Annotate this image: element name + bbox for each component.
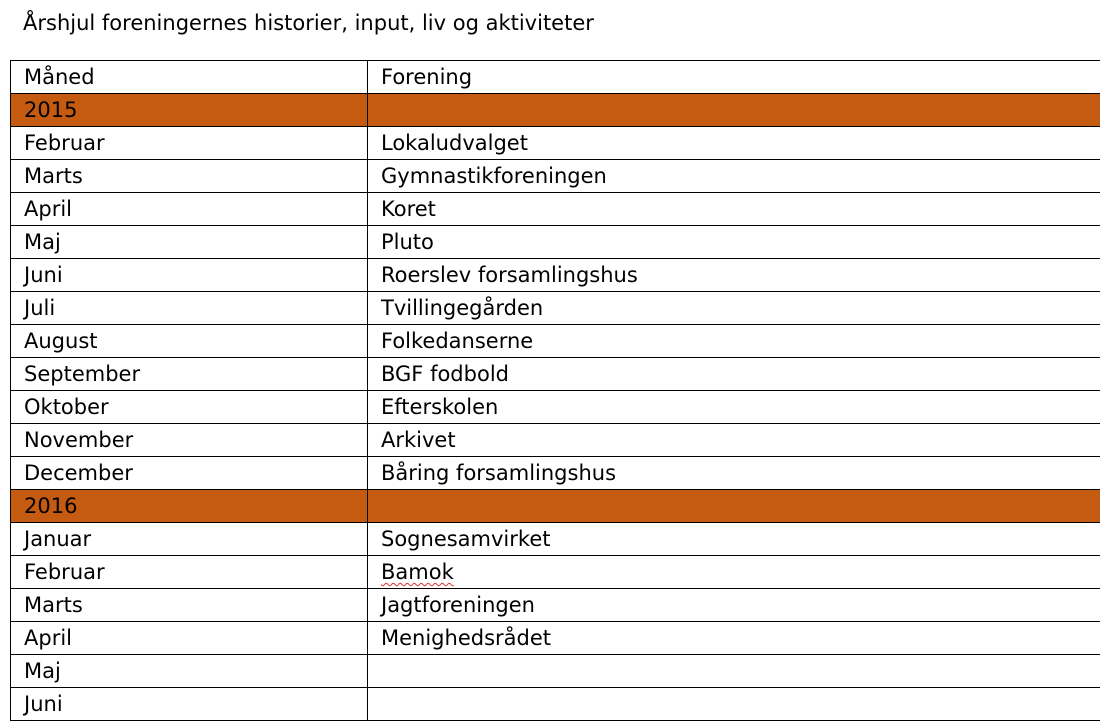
month-cell: Marts xyxy=(11,589,368,622)
association-cell xyxy=(368,655,1100,688)
header-row xyxy=(11,61,1100,94)
association-cell: Menighedsrådet xyxy=(368,622,1100,655)
table-row xyxy=(11,589,1100,622)
table-row xyxy=(11,655,1100,688)
table-row xyxy=(11,226,1100,259)
association-cell: Folkedanserne xyxy=(368,325,1100,358)
month-cell: Februar xyxy=(11,127,368,160)
month-cell: Marts xyxy=(11,160,368,193)
association-cell: Tvillingegården xyxy=(368,292,1100,325)
association-cell: Jagtforeningen xyxy=(368,589,1100,622)
table-row xyxy=(11,424,1100,457)
association-cell: Lokaludvalget xyxy=(368,127,1100,160)
table-row xyxy=(11,688,1100,721)
table-row xyxy=(11,622,1100,655)
association-cell: Arkivet xyxy=(368,424,1100,457)
year-row xyxy=(11,490,1100,523)
month-cell: April xyxy=(11,193,368,226)
month-cell: December xyxy=(11,457,368,490)
association-cell: Sognesamvirket xyxy=(368,523,1100,556)
document-title: Årshjul foreningernes historier, input, liv og aktiviteter xyxy=(23,11,594,35)
month-cell: Februar xyxy=(11,556,368,589)
year-empty-cell xyxy=(368,94,1100,127)
table-row xyxy=(11,391,1100,424)
month-cell: Juni xyxy=(11,259,368,292)
month-cell: September xyxy=(11,358,368,391)
table-row xyxy=(11,259,1100,292)
header-month: Måned xyxy=(11,61,368,94)
misspelled-word[interactable]: Bamok xyxy=(381,560,454,584)
year-label: 2015 xyxy=(11,94,368,127)
table-body xyxy=(11,61,1100,721)
table-row xyxy=(11,160,1100,193)
table-row xyxy=(11,193,1100,226)
table-row xyxy=(11,556,1100,589)
month-cell: Maj xyxy=(11,655,368,688)
month-cell: Juni xyxy=(11,688,368,721)
association-cell: Efterskolen xyxy=(368,391,1100,424)
table-row xyxy=(11,127,1100,160)
association-schedule-table xyxy=(10,60,1100,721)
year-row xyxy=(11,94,1100,127)
association-cell: Koret xyxy=(368,193,1100,226)
association-cell: Roerslev forsamlingshus xyxy=(368,259,1100,292)
table-row xyxy=(11,292,1100,325)
month-cell: August xyxy=(11,325,368,358)
association-cell xyxy=(368,688,1100,721)
association-cell: Båring forsamlingshus xyxy=(368,457,1100,490)
month-cell: Januar xyxy=(11,523,368,556)
year-empty-cell xyxy=(368,490,1100,523)
year-label: 2016 xyxy=(11,490,368,523)
month-cell: November xyxy=(11,424,368,457)
month-cell: Juli xyxy=(11,292,368,325)
association-cell: BGF fodbold xyxy=(368,358,1100,391)
association-cell: Gymnastikforeningen xyxy=(368,160,1100,193)
header-association: Forening xyxy=(368,61,1100,94)
month-cell: Oktober xyxy=(11,391,368,424)
table-row xyxy=(11,325,1100,358)
table-row xyxy=(11,358,1100,391)
table-row xyxy=(11,457,1100,490)
association-cell: Pluto xyxy=(368,226,1100,259)
association-cell xyxy=(368,556,1100,589)
month-cell: April xyxy=(11,622,368,655)
table-row xyxy=(11,523,1100,556)
month-cell: Maj xyxy=(11,226,368,259)
